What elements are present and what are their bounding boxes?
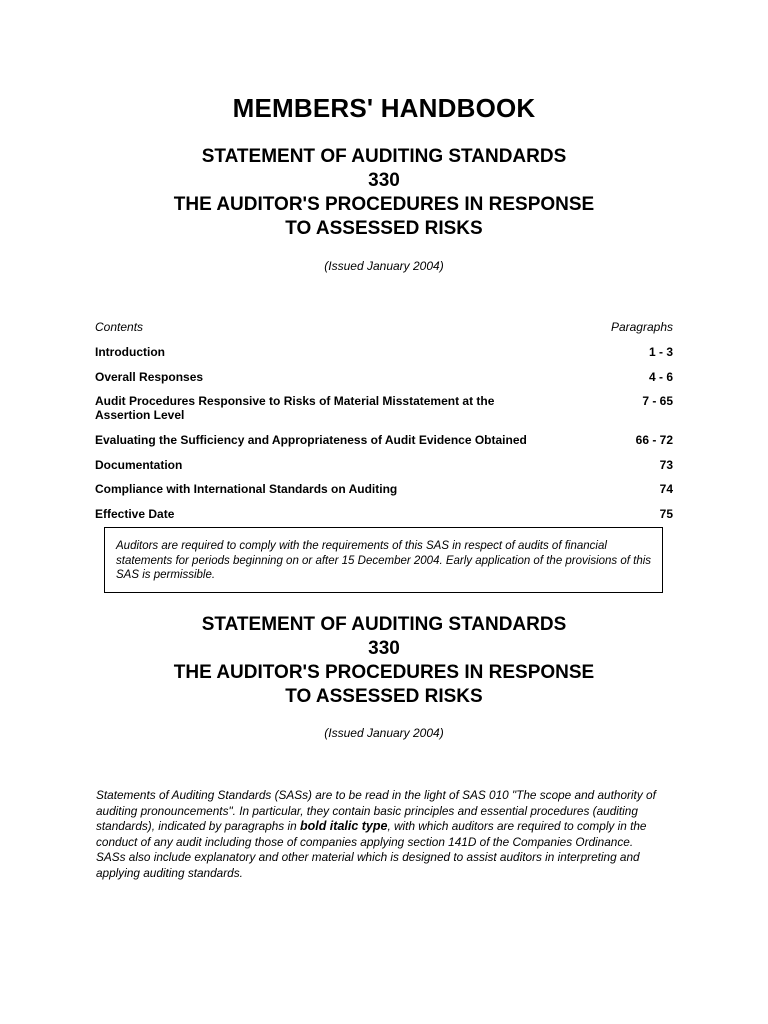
heading-line-title-cont: TO ASSESSED RISKS [285,686,483,707]
intro-text-after: , with which auditors are required to comply in the conduct of any audit including those of companies applying section 141D of the Companies Ordinance. SASs also include explanatory and other material which is designed to assist auditors in interpreting and applying auditing standards. [96,819,647,880]
heading-line-number: 330 [368,170,400,191]
paragraphs-label: Paragraphs [610,320,673,334]
heading-line-number: 330 [368,638,400,659]
toc-label: Audit Procedures Responsive to Risks of Material Misstatement at the Assertion Level [95,394,495,422]
toc-paragraphs: 73 [659,458,673,472]
intro-paragraph [96,788,664,881]
handbook-title: MEMBERS' HANDBOOK [232,93,536,123]
toc-paragraphs: 1 - 3 [648,345,673,359]
toc-label: Effective Date [95,507,175,521]
intro-text-before: Statements of Auditing Standards (SASs) are to be read in the light of SAS 010 "The scope and authority of auditing pronouncements". In particular, they contain basic principles and essential procedures (auditing standards), indicated by paragraphs in [96,788,656,833]
heading-line-standard: STATEMENT OF AUDITING STANDARDS [201,146,567,167]
toc-label: Documentation [95,458,183,472]
heading-line-title: THE AUDITOR'S PROCEDURES IN RESPONSE [173,662,595,683]
toc-label: Introduction [95,345,165,359]
toc-label: Evaluating the Sufficiency and Appropriateness of Audit Evidence Obtained [95,433,527,447]
toc-paragraphs: 4 - 6 [648,370,673,384]
standard-heading [0,145,768,241]
heading-line-standard: STATEMENT OF AUDITING STANDARDS [201,614,567,635]
heading-line-title: THE AUDITOR'S PROCEDURES IN RESPONSE [173,194,595,215]
issued-date: (Issued January 2004) [324,259,444,273]
standard-heading-repeat [0,613,768,709]
contents-label: Contents [95,320,144,334]
toc-label: Overall Responses [95,370,204,384]
toc-paragraphs: 75 [659,507,673,521]
bold-italic-emphasis: bold italic type [299,819,388,833]
toc-paragraphs: 74 [659,482,673,496]
toc-paragraphs: 7 - 65 [642,394,673,408]
toc-label: Compliance with International Standards on Auditing [95,482,398,496]
heading-line-title-cont: TO ASSESSED RISKS [285,218,483,239]
effective-date-notice: Auditors are required to comply with the requirements of this SAS in respect of audits of financial statements for periods beginning on or after 15 December 2004. Early application of the provisions of this SAS is permissible. [104,527,663,593]
toc-paragraphs: 66 - 72 [635,433,673,447]
issued-date-repeat: (Issued January 2004) [324,726,444,740]
